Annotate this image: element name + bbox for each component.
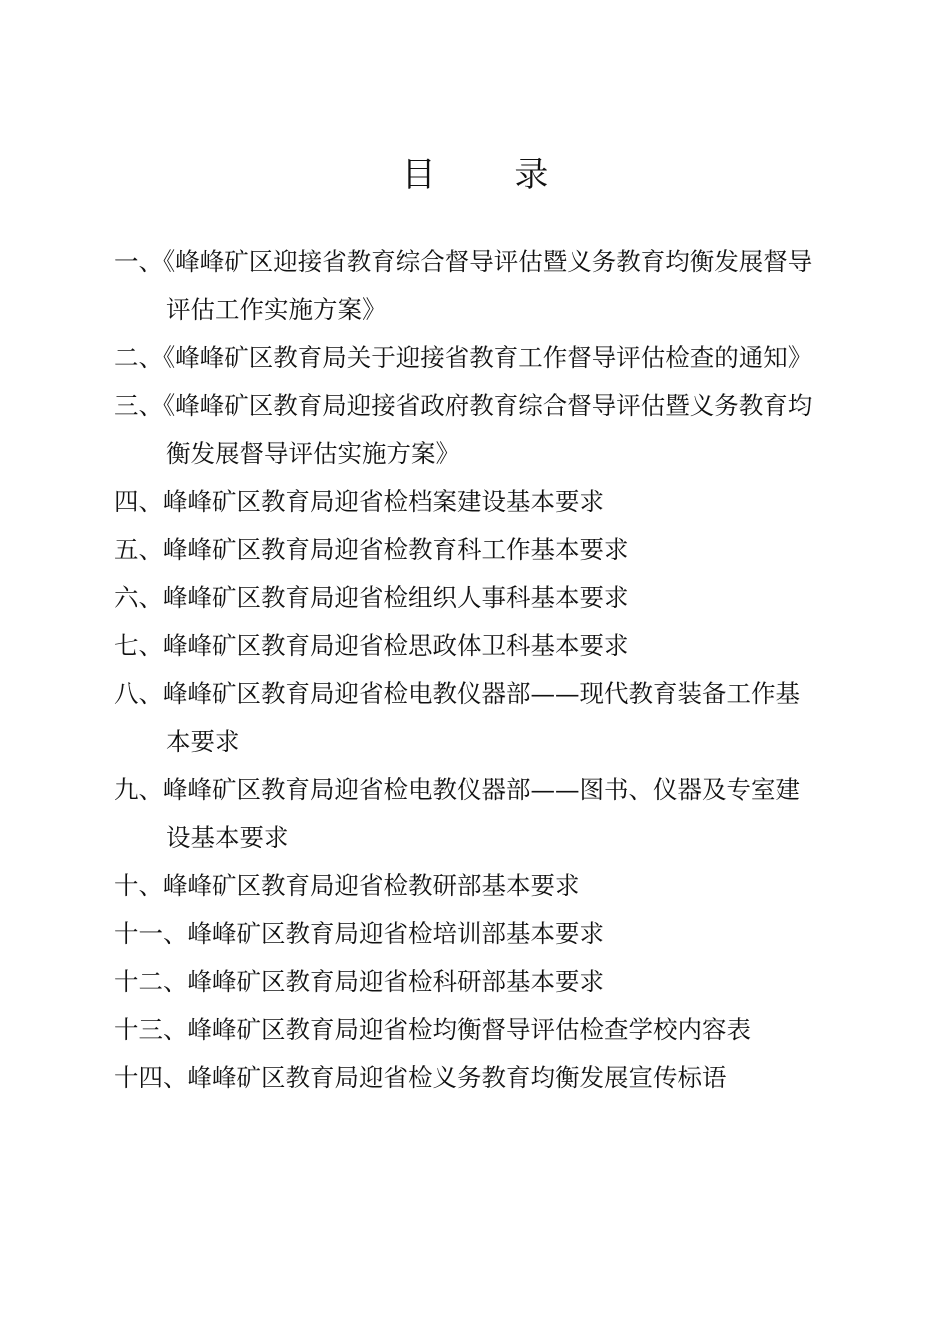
toc-entry-text: 《峰峰矿区迎接省教育综合督导评估暨义务教育均衡发展督导 (163, 247, 813, 276)
toc-entry (114, 574, 844, 622)
toc-entry-text: 峰峰矿区教育局迎省检科研部基本要求 (187, 967, 604, 996)
toc-entry-text: 本要求 (166, 727, 240, 756)
toc-entry-text: 衡发展督导评估实施方案》 (166, 439, 460, 468)
toc-entry (114, 766, 844, 862)
toc-entry-number: 二、 (114, 343, 163, 372)
toc-entry-number: 七、 (114, 631, 163, 660)
toc-entry-line (114, 622, 844, 670)
toc-entry-text: 峰峰矿区教育局迎省检思政体卫科基本要求 (163, 631, 629, 660)
toc-entry-number: 四、 (114, 487, 163, 516)
toc-entry-text: 峰峰矿区教育局迎省检电教仪器部——现代教育装备工作基 (163, 679, 800, 708)
toc-list (114, 238, 844, 1102)
toc-entry-text: 《峰峰矿区教育局关于迎接省教育工作督导评估检查的通知》 (163, 343, 813, 372)
toc-entry-text: 峰峰矿区教育局迎省检教研部基本要求 (163, 871, 580, 900)
toc-entry-text: 峰峰矿区教育局迎省检义务教育均衡发展宣传标语 (187, 1063, 727, 1092)
toc-entry-line (114, 670, 844, 718)
toc-entry-line (114, 574, 844, 622)
toc-entry-number: 五、 (114, 535, 163, 564)
toc-entry (114, 334, 844, 382)
toc-entry-line (114, 382, 844, 430)
toc-entry-line (114, 334, 844, 382)
toc-entry-number: 一、 (114, 247, 163, 276)
toc-entry-line (114, 766, 844, 814)
toc-entry (114, 910, 844, 958)
toc-entry-number: 十三、 (114, 1015, 188, 1044)
toc-entry-line (114, 238, 844, 286)
toc-entry-text: 评估工作实施方案》 (166, 295, 387, 324)
toc-entry (114, 526, 844, 574)
toc-entry-line (114, 526, 844, 574)
toc-entry-text: 《峰峰矿区教育局迎接省政府教育综合督导评估暨义务教育均 (163, 391, 813, 420)
toc-entry-continuation-line (114, 286, 844, 334)
toc-entry (114, 670, 844, 766)
toc-title: 目 录 (401, 155, 583, 195)
toc-entry-number: 六、 (114, 583, 163, 612)
toc-entry (114, 478, 844, 526)
toc-entry-text: 峰峰矿区教育局迎省检培训部基本要求 (187, 919, 604, 948)
toc-entry-line (114, 958, 844, 1006)
toc-entry (114, 622, 844, 670)
toc-entry-number: 十二、 (114, 967, 188, 996)
toc-entry-line (114, 478, 844, 526)
toc-entry-number: 九、 (114, 775, 163, 804)
toc-entry-text: 设基本要求 (166, 823, 289, 852)
toc-entry-number: 三、 (114, 391, 163, 420)
toc-entry-continuation-line (114, 718, 844, 766)
toc-entry-text: 峰峰矿区教育局迎省检教育科工作基本要求 (163, 535, 629, 564)
toc-entry (114, 1054, 844, 1102)
toc-entry-number: 十四、 (114, 1063, 188, 1092)
toc-entry-text: 峰峰矿区教育局迎省检档案建设基本要求 (163, 487, 604, 516)
toc-entry (114, 1006, 844, 1054)
toc-entry-continuation-line (114, 430, 844, 478)
toc-entry (114, 238, 844, 334)
toc-entry (114, 382, 844, 478)
toc-entry-text: 峰峰矿区教育局迎省检均衡督导评估检查学校内容表 (187, 1015, 751, 1044)
toc-entry-line (114, 1006, 844, 1054)
toc-entry (114, 958, 844, 1006)
toc-entry-number: 十、 (114, 871, 163, 900)
toc-entry-line (114, 910, 844, 958)
toc-entry-line (114, 862, 844, 910)
toc-entry-number: 八、 (114, 679, 163, 708)
toc-entry-number: 十一、 (114, 919, 188, 948)
toc-entry (114, 862, 844, 910)
toc-entry-text: 峰峰矿区教育局迎省检电教仪器部——图书、仪器及专室建 (163, 775, 800, 804)
toc-entry-text: 峰峰矿区教育局迎省检组织人事科基本要求 (163, 583, 629, 612)
toc-entry-line (114, 1054, 844, 1102)
toc-entry-continuation-line (114, 814, 844, 862)
